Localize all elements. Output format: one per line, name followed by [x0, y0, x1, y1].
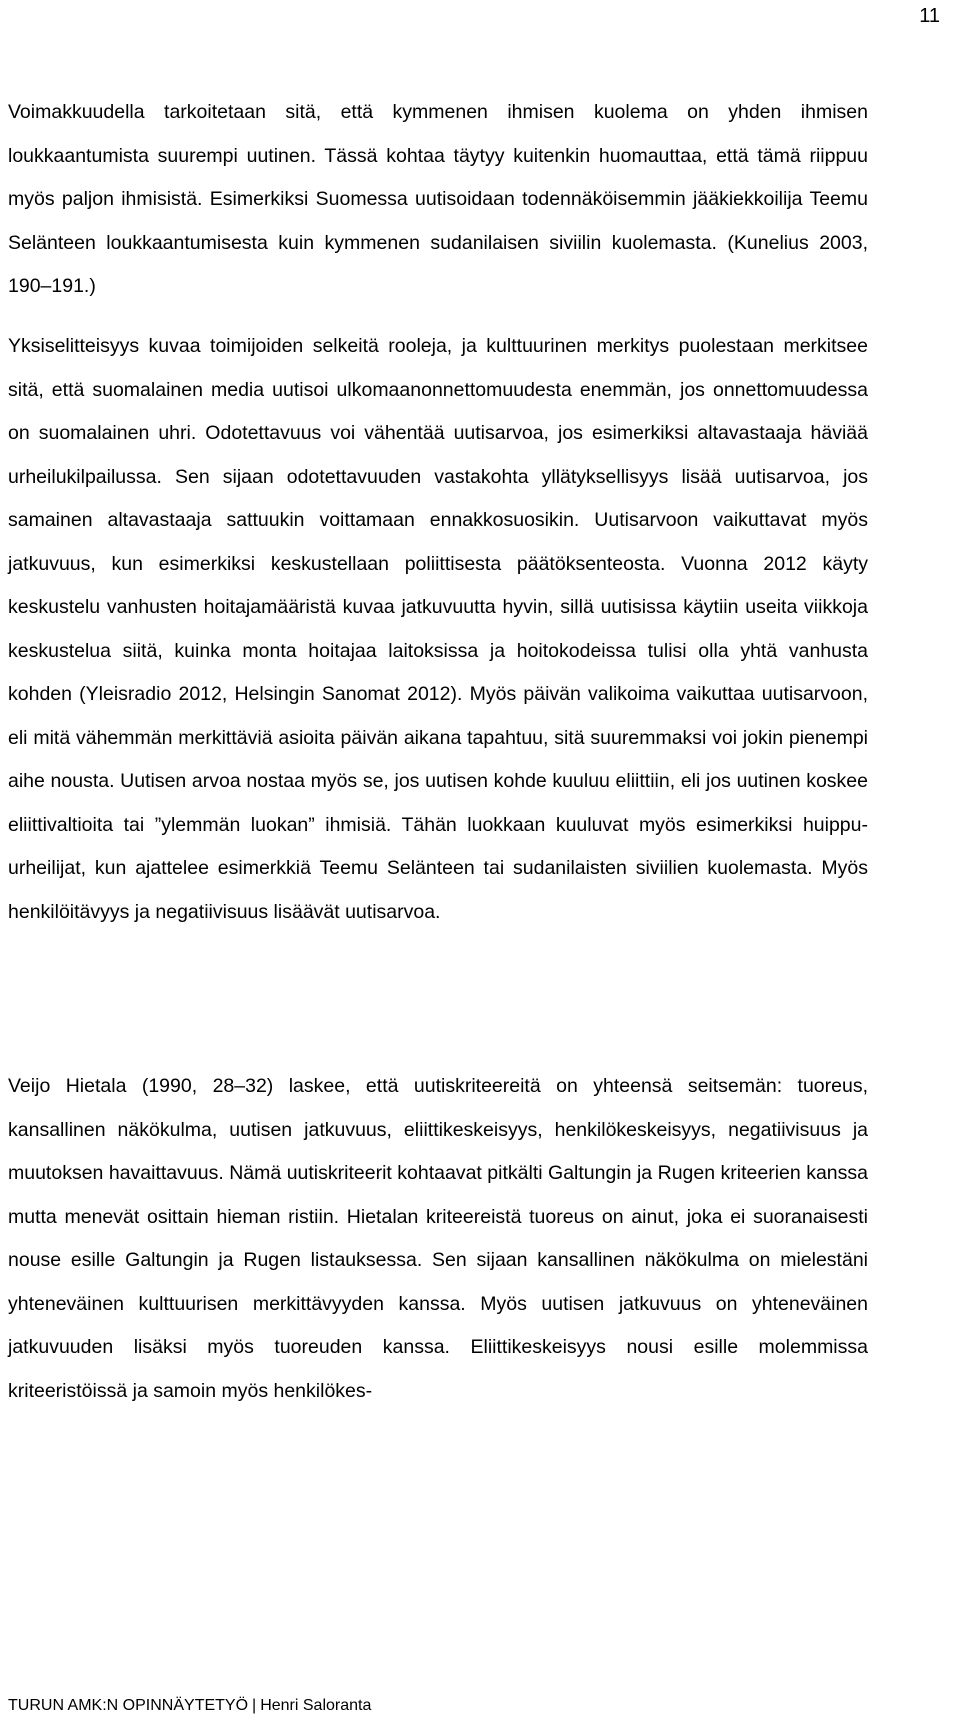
body-paragraph-hietala: Veijo Hietala (1990, 28–32) laskee, että uutiskriteereitä on yhteensä seitsemän: tuoreus, kansallinen näkökulma, uutisen jatkuvuus, eliittikeskeisyys, henkilökeskeisyys, negatiivisuus ja muutoksen havaittavuus. Nämä uutiskriteerit kohtaavat pitkälti Galtungin ja Rugen kriteerien kanssa mutta menevät osittain hieman ristiin. Hietalan kriteereistä tuoreus on ainut, joka ei suoranaisesti nouse esille Galtungin ja Rugen listauksessa. Sen sijaan kansallinen näkökulma on mielestäni yhteneväinen kulttuurisen merkittävyyden kanssa. Myös uutisen jatkuvuus on yhteneväinen jatkuvuuden lisäksi myös tuoreuden kanssa. Eliittikeskeisyys nousi esille molemmissa kriteeristöissä ja samoin myös henkilökes- — [8, 1075, 868, 1402]
footer-author: Henri Saloranta — [260, 1697, 372, 1714]
footer-institution: TURUN AMK:N OPINNÄYTETYÖ — [8, 1697, 249, 1714]
page-footer — [8, 1696, 371, 1716]
page-number: 11 — [919, 5, 940, 27]
body-paragraph-voimakkuus: Voimakkuudella tarkoitetaan sitä, että kymmenen ihmisen kuolema on yhden ihmisen loukkaantumista suurempi uutinen. Tässä kohtaa täytyy kuitenkin huomauttaa, että tämä riippuu myös paljon ihmisistä. Esimerkiksi Suomessa uutisoidaan todennäköisemmin jääkiekkoilija Teemu Selänteen loukkaantumisesta kuin kymmenen sudanilaisen siviilin kuolemasta. (Kunelius 2003, 190–191.) — [8, 101, 868, 297]
body-paragraph-yksiselitteisyys: Yksiselitteisyys kuvaa toimijoiden selkeitä rooleja, ja kulttuurinen merkitys puolestaan merkitsee sitä, että suomalainen media uutisoi ulkomaanonnettomuudesta enemmän, jos onnettomuudessa on suomalainen uhri. Odotettavuus voi vähentää uutisarvoa, jos esimerkiksi altavastaaja häviää urheilukilpailussa. Sen sijaan odotettavuuden vastakohta yllätyksellisyys lisää uutisarvoa, jos samainen altavastaaja sattuukin voittamaan ennakkosuosikin. Uutisarvoon vaikuttavat myös jatkuvuus, kun esimerkiksi keskustellaan poliittisesta päätöksenteosta. Vuonna 2012 käyty keskustelu vanhusten hoitajamääristä kuvaa jatkuvuutta hyvin, sillä uutisissa käytiin useita viikkoja keskustelua siitä, kuinka monta hoitajaa laitoksissa ja hoitokodeissa tulisi olla yhtä vanhusta kohden (Yleisradio 2012, Helsingin Sanomat 2012). Myös päivän valikoima vaikuttaa uutisarvoon, eli mitä vähemmän merkittäviä asioita päivän aikana tapahtuu, sitä suuremmaksi voi jokin pienempi aihe nousta. Uutisen arvoa nostaa myös se, jos uutisen kohde kuuluu eliittiin, eli jos uutinen koskee eliittivaltioita tai ”ylemmän luokan” ihmisiä. Tähän luokkaan kuuluvat myös esimerkiksi huippu-urheilijat, kun ajattelee esimerkkiä Teemu Selänteen tai sudanilaisten siviilien kuolemasta. Myös henkilöitävyys ja negatiivisuus lisäävät uutisarvoa. — [8, 335, 868, 923]
footer-separator: | — [252, 1697, 257, 1714]
